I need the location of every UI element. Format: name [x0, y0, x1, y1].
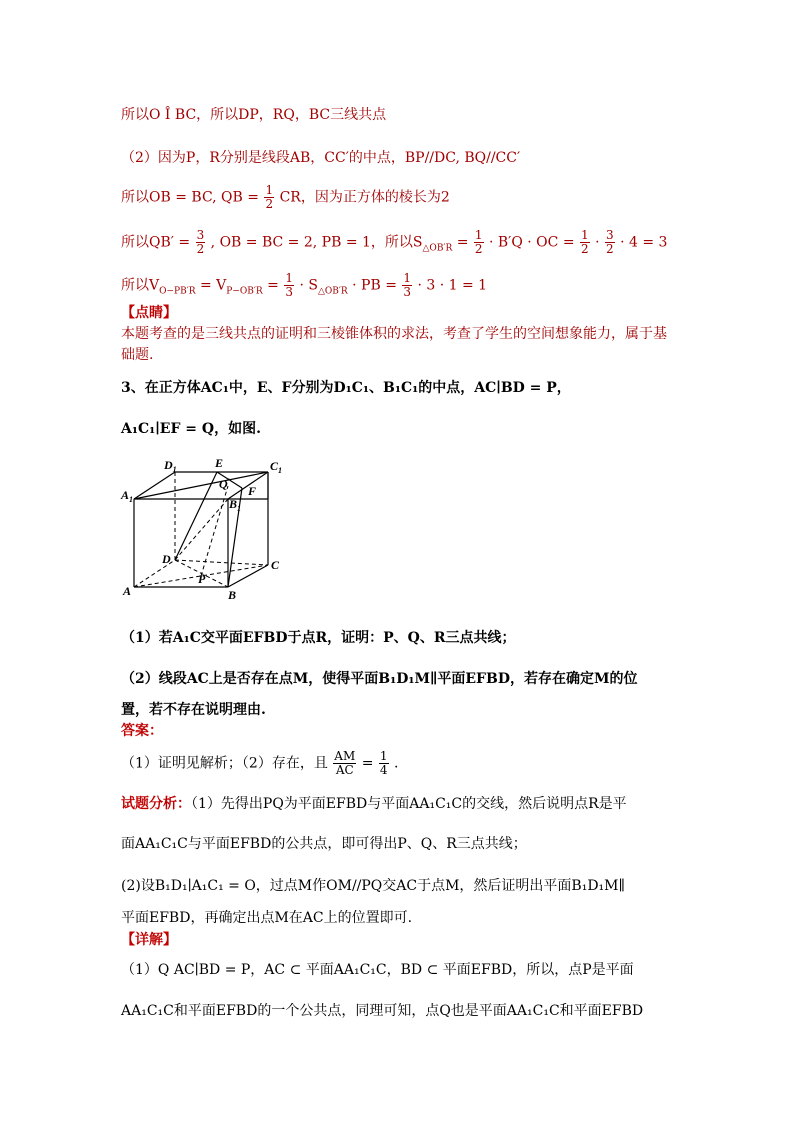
detail-line-2: AA₁C₁C和平面EFBD的一个公共点，同理可知，点Q也是平面AA₁C₁C和平面EFBD — [121, 1003, 644, 1019]
solution-line-1: 所以O Î BC，所以DP，RQ，BC三线共点 — [121, 107, 387, 123]
q3-part-2-line-2: 置，若不存在说明理由. — [121, 702, 266, 718]
answer-line: （1）证明见解析；（2）存在，且 $\frac{AM}{AC}$ = $\frac{1}{4}$ . — [121, 749, 399, 777]
svg-text:D1: $D_1$ — [164, 458, 177, 474]
q3-part-2-line-1: （2）线段AC上是否存在点M，使得平面B₁D₁M∥平面EFBD，若存在确定M的位 — [121, 671, 638, 687]
cube-figure — [118, 455, 288, 605]
svg-text:D: D — [162, 552, 171, 566]
solution-line-4: 所以QB′ = $\frac{3}{2}$ , OB = BC = 2, PB = 1，所以$S_{\triangle OB'R}$ = $\frac{1}{2}$ · B′Q · OC = $\frac{1}{2}$ · $\frac{3}{2}$ · 4 = 3 — [121, 228, 668, 256]
analysis-line-2: 面AA₁C₁C与平面EFBD的公共点，即可得出P、Q、R三点共线； — [121, 836, 527, 852]
svg-text:F: F — [248, 484, 257, 498]
analysis-line-1: 试题分析：（1）先得出PQ为平面EFBD与平面AA₁C₁C的交线，然后说明点R是平 — [121, 796, 627, 812]
solution-line-3: 所以OB = BC, QB = $\frac{1}{2}$ CR，因为正方体的棱长为2 — [121, 183, 450, 211]
dianjing-header: 【点睛】 — [121, 305, 177, 321]
solution-line-2: （2）因为P，R分别是线段AB，CC′的中点，BP//DC, BQ//CC′ — [121, 150, 521, 166]
svg-text:A1: $A_1$ — [121, 488, 134, 504]
edge-dc — [175, 560, 268, 565]
svg-text:B1: $B_1$ — [229, 497, 242, 513]
analysis-line-3: (2)设B₁D₁∣A₁C₁ = O，过点M作OM//PQ交AC于点M，然后证明出平面B₁D₁M∥ — [121, 878, 625, 894]
detail-header: 【详解】 — [121, 932, 177, 948]
fraction: $\frac{1}{2}$ — [265, 183, 274, 211]
svg-text:C: C — [271, 558, 280, 572]
q3-statement-line-2: A₁C₁∣EF = Q，如图. — [121, 421, 261, 437]
svg-text:P: P — [198, 572, 206, 586]
analysis-line-4: 平面EFBD，再确定出点M在AC上的位置即可. — [121, 910, 413, 926]
svg-text:Q′: Q′ — [219, 477, 230, 491]
q3-statement-line-1: 3、在正方体AC₁中，E、F分别为D₁C₁、B₁C₁的中点，AC∣BD = P， — [121, 380, 571, 396]
edge-ed — [175, 472, 217, 560]
analysis-header: 试题分析： — [121, 796, 191, 812]
dianjing-text: 本题考查的是三线共点的证明和三棱锥体积的求法，考查了学生的空间想象能力，属于基础题. — [121, 326, 667, 363]
svg-text:C1: $C_1$ — [270, 459, 283, 475]
svg-text:A: A — [123, 584, 132, 598]
solution-line-5: 所以$V_{O-PB'R} = V_{P-OB'R}$ = $\frac{1}{3}$ · $S_{\triangle OB'R}$ · PB = $\frac{1}{3}$ · 3 · 1 = 1 — [121, 271, 488, 299]
q3-part-1: （1）若A₁C交平面EFBD于点R，证明：P、Q、R三点共线； — [121, 630, 516, 646]
detail-line-1: （1）Q AC∣BD = P，AC ⊂ 平面AA₁C₁C，BD ⊂ 平面EFBD，所以，点P是平面 — [121, 962, 634, 978]
svg-text:B: B — [228, 588, 237, 602]
answer-header: 答案： — [121, 723, 163, 739]
svg-text:E: E — [215, 456, 224, 470]
